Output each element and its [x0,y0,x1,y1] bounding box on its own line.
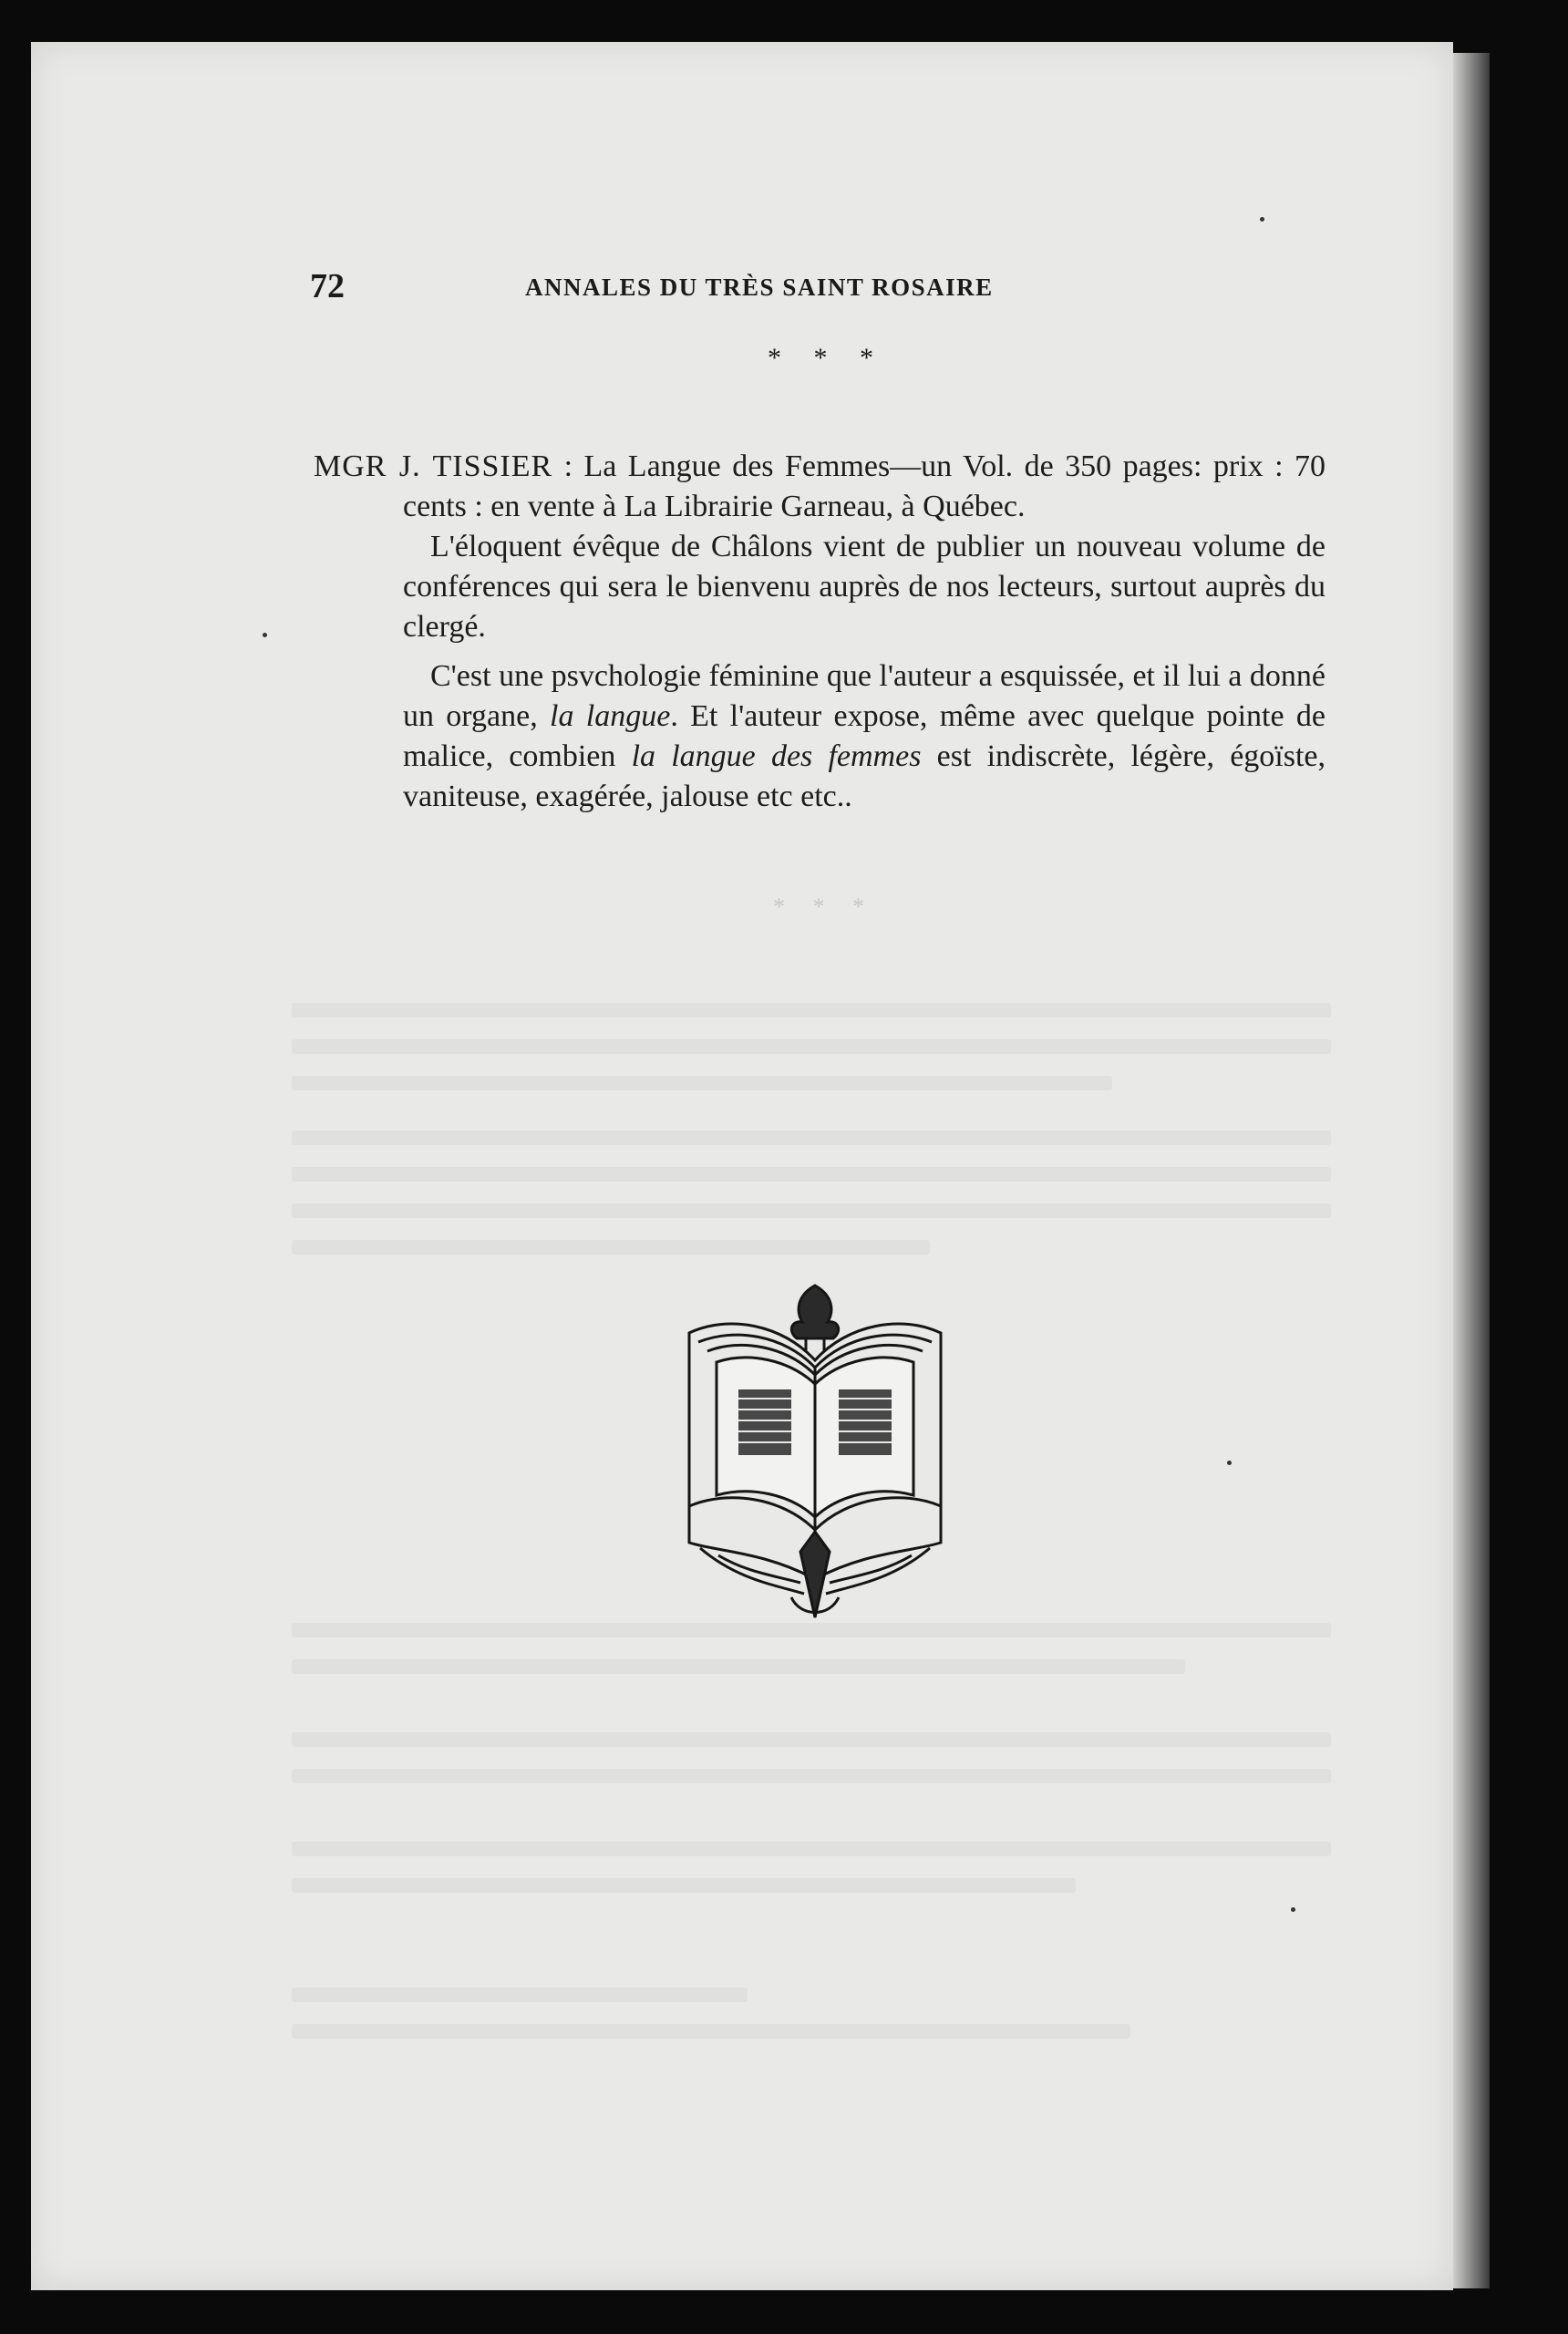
review-paragraph-1: L'éloquent évêque de Châlons vient de publier un nouveau volume de conférences qui sera le bienvenu auprès de nos lecteurs, surtout auprès du clergé. [403,530,1326,644]
review-citation: : La Langue des Femmes—un Vol. de 350 pages: prix : 70 cents : en vente à La Librairie Garneau, à Québec. [403,449,1326,523]
review-paragraph-2 [403,656,1326,817]
review-paragraph-2-italic-1: la langue [550,699,671,733]
page-edge-shadow [1453,53,1490,2288]
review-author: MGR J. TISSIER [314,449,553,483]
print-speck [1291,1907,1295,1912]
section-separator: * * * [768,343,886,373]
review-paragraph-2-part-c: est indiscrète, légère, égoïste, vaniteuse, exagérée, jalouse etc etc.. [403,739,1326,813]
book-page [31,42,1453,2290]
page-number: 72 [310,267,345,305]
review-heading [314,447,1326,527]
review-paragraph-2-part-a: C'est une psvchologie féminine que l'auteur a esquissée, et il lui a donné un organe, [403,659,1326,733]
print-speck [263,633,267,637]
review-paragraph-2-italic-2: la langue des femmes [631,739,922,773]
book-torch-wings-vignette-icon [682,1278,948,1625]
bleed-through-separator: * * * [773,893,875,920]
journal-title: ANNALES DU TRÈS SAINT ROSAIRE [525,274,994,301]
review-paragraph-2-part-b: . Et l'auteur expose, même avec quelque pointe de malice, combien [403,699,1326,773]
print-speck [1227,1461,1232,1465]
book-review-entry [314,447,1326,817]
running-head [0,266,1568,303]
print-speck [1260,217,1264,222]
review-body [314,527,1326,817]
